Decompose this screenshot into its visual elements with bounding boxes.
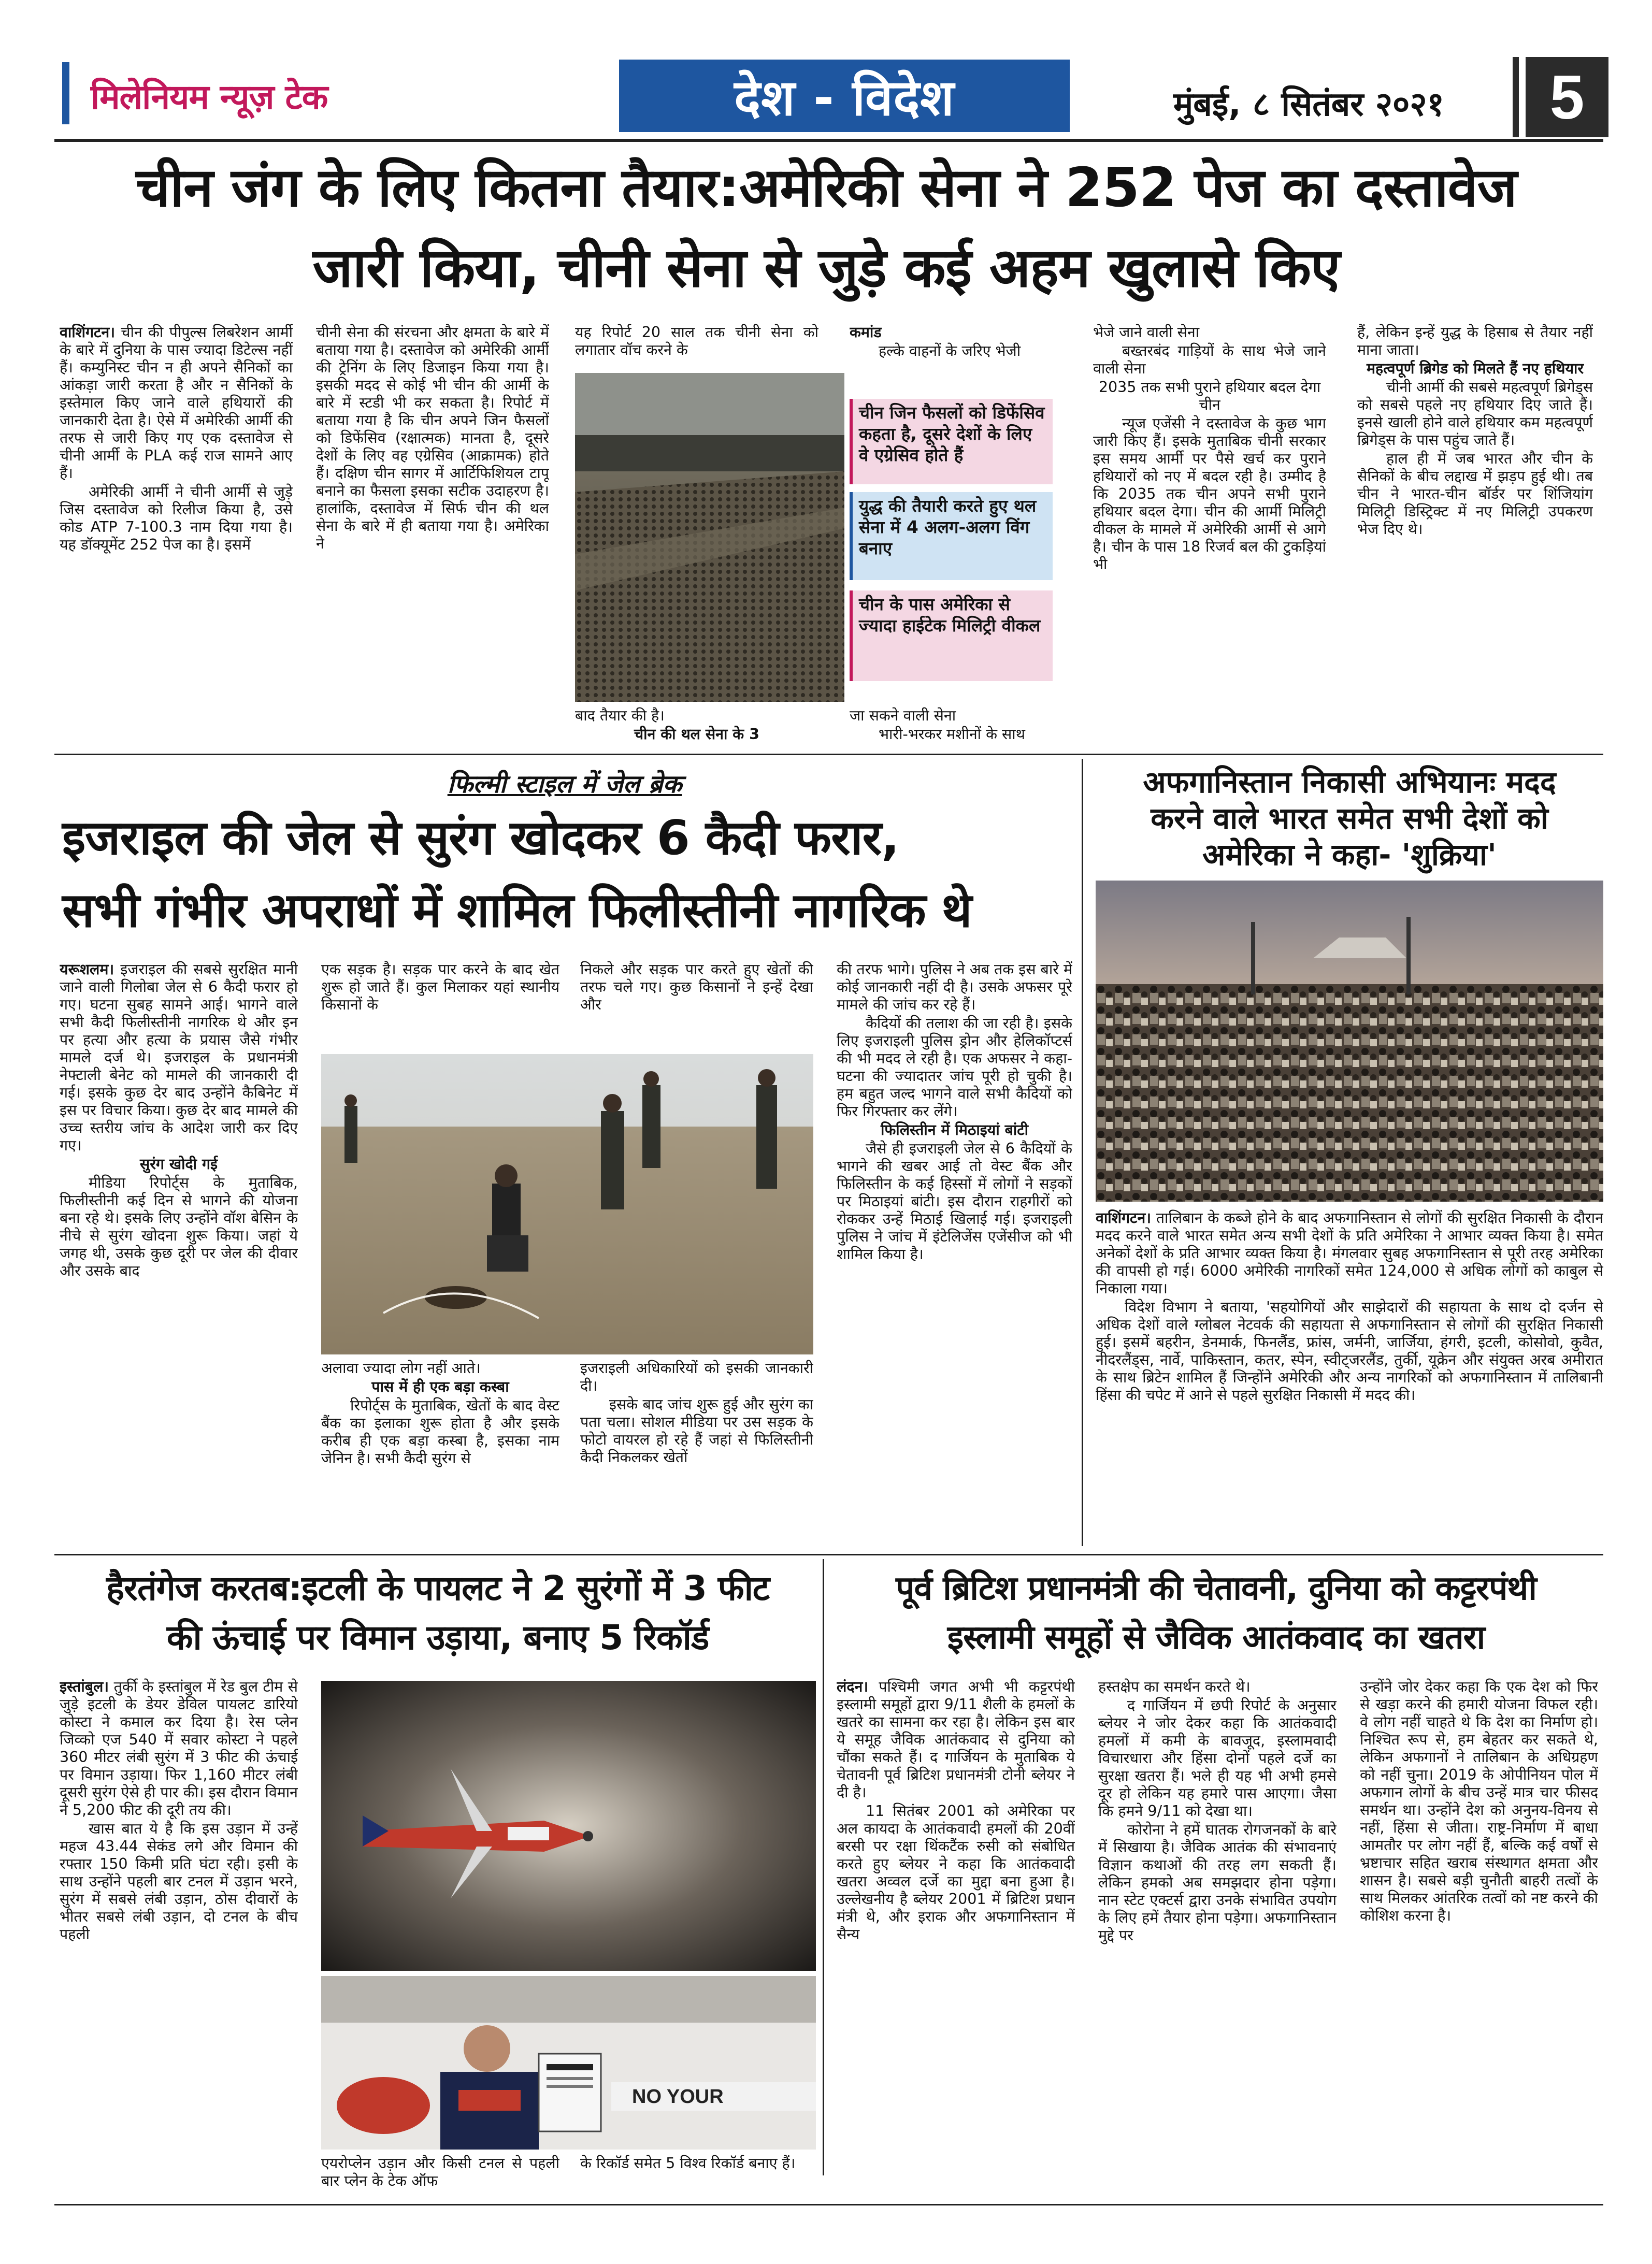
story1-text: न्यूज एजेंसी ने दस्तावेज के कुछ भाग जारी किए हैं। इसके मुताबिक चीनी सरकार इस समय आर्मी पर पैसे खर्च कर पुराने हथियारों को नए में बदल रही है। उम्मीद है कि 2035 तक चीन अपने सभी पुराने हथियार बदल देगा। चीन की आर्मी मिलिट्री वीकल के मामले में अमेरिकी आर्मी से आगे है। चीन के पास 18 रिजर्व बल की टुकड़ियां भी: [1093, 415, 1326, 573]
story1-text: चीनी आर्मी की सबसे महत्वपूर्ण ब्रिगेड्स को सबसे पहले नए हथियार दिए जाते हैं। इनसे खाली होने वाले हथियार कम महत्वपूर्ण ब्रिगेड्स के पास पहुंच जाते हैं।: [1357, 379, 1593, 449]
story2-text: रिपोर्ट्स के मुताबिक, खेतों के बाद वेस्ट बैंक का इलाका शुरू होता है और इसके करीब ही एक बड़ा कस्बा है, इसका नाम जेनिन है। सभी कैदी सुरंग से: [321, 1397, 559, 1467]
story5-text: द गार्जियन में छपी रिपोर्ट के अनुसार ब्लेयर ने जोर देकर कहा कि आतंकवादी हमलों में कमी के बावजूद, इस्लामवादी विचारधारा और हिंसा दोनों पहले दर्जे का सुरक्षा खतरा हैं। भले ही यह भी अभी हमसे दूर हो लेकिन यह हमारे पास आएगा। जैसा कि हमने 9/11 को देखा था।: [1098, 1697, 1337, 1820]
story2-text: जैसे ही इजराइली जेल से 6 कैदियों के भागने की खबर आई तो वेस्ट बैंक और फिलिस्तीन के कई हिस्सों में लोगों ने सड़कों पर मिठाइयां बांटी। इस दौरान राहगीरों को रोककर उन्हें मिठाई खिलाई गई। इजराइली पुलिस ने जांच में इंटेलिजेंस एजेंसीज को भी शामिल किया है।: [837, 1140, 1072, 1263]
pilot-photo: [321, 1976, 816, 2150]
story5-col-2: [1098, 1678, 1337, 2196]
story1-col-3-top: [575, 324, 818, 365]
story3-text: तालिबान के कब्जे होने के बाद अफगानिस्तान से लोगों की सुरक्षित निकासी के दौरान मदद करने वाले भारत समेत अन्य सभी देशों के प्रति अमेरिका ने आभार व्यक्त किया है। समेत अनेकों देशों के प्रति आभार व्यक्त किया है। मंगलवार सुबह अफगानिस्तान से पूरी तरह अमेरिका की वापसी हो गई। 6000 अमेरिकी नागरिकों समेत 124,000 से अधिक लोगों को काबुल से निकाला गया।: [1096, 1209, 1603, 1297]
story4-col-2: [321, 2155, 559, 2196]
page-number-box: [1526, 57, 1608, 137]
story2-headline-1: इजराइल की जेल से सुरंग खोदकर 6 कैदी फरार,: [62, 810, 899, 866]
story5-text: पश्चिमी जगत अभी भी कट्टरपंथी इस्लामी समूहों द्वारा 9/11 शैली के हमलों के खतरे का सामना कर रहा है। लेकिन इस बार ये समूह जैविक आतंकवाद से दुनिया को चौंका सकते हैं। द गार्जियन के मुताबिक ये चेतावनी पूर्व ब्रिटिश प्रधानमंत्री टोनी ब्लेयर ने दी है।: [837, 1678, 1075, 1801]
plane-in-tunnel-photo: [321, 1681, 816, 1971]
story4-col-3: [580, 2155, 816, 2196]
callout-box-3: चीन के पास अमेरिका से ज्यादा हाईटेक मिलिट्री वीकल: [850, 590, 1053, 681]
story5-text: कोरोना ने हमें घातक रोगजनकों के बारे में सिखाया है। जैविक आतंक की संभावनाएं विज्ञान कथाओं की तरह लग सकती हैं। लेकिन हमको अब समझदार होना पड़ेगा। नान स्टेट एक्टर्स द्वारा उनके संभावित उपयोग के लिए हमें तैयार होना पड़ेगा। अफगानिस्तान मुद्दे पर: [1098, 1821, 1337, 1944]
army-parade-photo: [575, 373, 844, 702]
story1-col-4-top: [850, 324, 1062, 391]
banner-text: NO YOUR: [632, 2086, 724, 2108]
page-number-bar: [1513, 57, 1519, 137]
story3-headline-1: अफगानिस्तान निकासी अभियानः मदद: [1143, 765, 1556, 800]
tunnel-hole-photo: [321, 1054, 813, 1354]
story4-col-1: [60, 1678, 298, 2170]
story2-side-rule: [1082, 759, 1083, 1546]
story2-bottom-rule: [54, 1554, 1603, 1555]
story1-col-3-bottom: [575, 707, 818, 748]
story1-text: बख्तरबंद गाड़ियों के साथ भेजे जाने वाली सेना: [1093, 342, 1326, 377]
story1-headline-1: चीन जंग के लिए कितना तैयार:अमेरिकी सेना ने 252 पेज का दस्तावेज: [136, 156, 1517, 219]
story5-text: 11 सितंबर 2001 को अमेरिका पर अल कायदा के आतंकवादी हमलों की 20वीं बरसी पर रक्षा थिंकटैंक रुसी को संबोधित करते हुए ब्लेयर ने कहा कि आतंकवादी खतरा अव्वल दर्जे का मुद्दा बना हुआ है। उल्लेखनीय है ब्लेयर 2001 में ब्रिटिश प्रधान मंत्री थे, और इराक और अफगानिस्तान में सैन्य: [837, 1802, 1075, 1943]
story4-text: के रिकॉर्ड समेत 5 विश्व रिकॉर्ड बनाए हैं।: [580, 2155, 796, 2172]
story1-text: चीनी सेना की संरचना और क्षमता के बारे में बताया गया है। दस्तावेज को अमेरिकी आर्मी की ट्रेनिंग के लिए डिजाइन किया गया है। इसकी मदद से कोई भी चीन की आर्मी के बारे में स्टडी भी कर सकता है। रिपोर्ट में बताया गया है कि चीन अपने जिन फैसलों को डिफेंसिव (रक्षात्मक) मानता है, दूसरे देशों के लिए वह एग्रेसिव (आक्रामक) होते हैं। दक्षिण चीन सागर में आर्टिफिशियल टापू बनाने का फैसला इसका सटीक उदाहरण है। हालांकि, दस्तावेज में सिर्फ चीन की थल सेना के बारे में ही बताया गया है। अमेरिका ने: [316, 324, 549, 552]
page-bottom-rule: [54, 2204, 1603, 2205]
crowd-illustration: [1096, 881, 1603, 1202]
story2-text: इजराइल की सबसे सुरक्षित मानी जाने वाली गिलोबा जेल से 6 कैदी फरार हो गए। घटना सुबह सामने आई। भागने वाले सभी कैदी फिलीस्तीनी नागरिक थे और इन पर हत्या और हत्या के प्रयास जैसे गंभीर मामले दर्ज थे। इजराइल के प्रधानमंत्री नेफ्टाली बेनेट को मामले की जानकारी दी गई। इसके कुछ देर बाद उन्होंने कैबिनेट में इस पर विचार किया। कुछ देर बाद मामले की उच्च स्तरीय जांच के आदेश जारी कर दिए गए।: [60, 961, 298, 1154]
story5-col-1: [837, 1678, 1075, 2196]
story1-text: अमेरिकी आर्मी ने चीनी आर्मी से जुड़े जिस दस्तावेज को रिलीज किया है, उसे कोड ATP 7-100.3 नाम दिया गया है। यह डॉक्यूमेंट 252 पेज का है। इसमें: [60, 483, 293, 553]
story1-col-4-bottom: [850, 707, 1062, 748]
callout-box-2: युद्ध की तैयारी करते हुए थल सेना में 4 अलग-अलग विंग बनाए: [850, 492, 1053, 580]
plane-tunnel-illustration: [321, 1681, 816, 1971]
story2-dateline: यरूशलम।: [60, 961, 114, 978]
story3-headline-3: अमेरिका ने कहा- 'शुक्रिया': [1202, 837, 1497, 872]
story3-body: [1096, 1209, 1603, 1541]
story1-text: हैं, लेकिन इन्हें युद्ध के हिसाब से तैयार नहीं माना जाता।: [1357, 324, 1593, 358]
story2-text: इसके बाद जांच शुरू हुई और सुरंग का पता चला। सोशल मीडिया पर उस सड़क के फोटो वायरल हो रहे हैं जहां से फिलिस्तीनी कैदी निकलकर खेतों: [580, 1396, 813, 1466]
story2-col-2-bottom: [321, 1360, 559, 1544]
story2-col-3-top: [580, 961, 813, 1049]
story2-col-3-bottom: [580, 1360, 813, 1544]
story1-bottom-rule: [54, 754, 1603, 755]
masthead: [54, 57, 1608, 137]
brand-left-bar: [62, 62, 69, 124]
story2-text: कैदियों की तलाश की जा रही है। इसके लिए इजराइली पुलिस ड्रोन और हेलिकॉप्टर्स की भी मदद ले रही है। एक अफसर ने कहा- घटना की ज्यादातर जांच पूरी हो चुकी है। हम बहुत जल्द भागने वाले सभी कैदियों को फिर गिरफ्तार कर लेंगे।: [837, 1015, 1072, 1120]
story2-subhead: पास में ही एक बड़ा कस्बा: [371, 1378, 509, 1395]
story4-text: एयरोप्लेन उड़ान और किसी टनल से पहली बार प्लेन के टेक ऑफ: [321, 2155, 559, 2189]
story1-subhead: चीन की थल सेना के 3: [634, 726, 759, 743]
story2-col-4: [837, 961, 1072, 1546]
army-parade-illustration: [575, 373, 844, 702]
story4-text: तुर्की के इस्तांबुल में रेड बुल टीम से जुड़े इटली के डेयर डेविल पायलट डारियो कोस्टा ने कमाल कर दिया है। रेस प्लेन जिव्को एज 540 में सवार कोस्टा ने पहले 360 मीटर लंबी सुरंग में 3 फीट की ऊंचाई पर विमान उड़ाया। फिर 1,160 मीटर लंबी दूसरी सुरंग ऐसे ही पार की। इस दौरान विमान ने 5,200 फीट की दूरी तय की।: [60, 1678, 298, 1819]
masthead-rule: [54, 139, 1603, 142]
callout-box-1: चीन जिन फैसलों को डिफेंसिव कहता है, दूसरे देशों के लिए वे एग्रेसिव होते हैं: [850, 399, 1053, 484]
story2-text: मीडिया रिपोर्ट्स के मुताबिक, फिलीस्तीनी कई दिन से भागने की योजना बना रहे थे। इसके लिए उन्होंने वॉश बेसिन के नीचे से सुरंग खोदना शुरू किया। जहां ये जगह थी, उसके कुछ दूरी पर जेल की दीवार और उसके बाद: [60, 1174, 298, 1279]
story4-headline-1: हैरतंगेज करतब:इटली के पायलट ने 2 सुरंगों में 3 फीट: [106, 1568, 770, 1608]
story3-headline: [1096, 764, 1603, 873]
story1-text: भारी-भरकर मशीनों के साथ: [879, 726, 1025, 743]
story5-text: उन्होंने जोर देकर कहा कि एक देश को फिर से खड़ा करने की हमारी योजना विफल रही। वे लोग नहीं चाहते थे कि देश का निर्माण हो। निश्चित रूप से, हम बेहतर कर सकते थे, लेकिन अफगानों ने तालिबान के अधिग्रहण को नहीं चुना। 2019 के ओपीनियन पोल में अफगान लोगों के बीच उन्हें मात्र चार फीसद समर्थन था। उन्होंने देश को अनुनय-विनय से नहीं, हिंसा से जीता। राष्ट्र-निर्माण में बाधा आमतौर पर लोग नहीं हैं, बल्कि कई वर्षों से भ्रष्टाचार सहित खराब संस्थागत क्षमता और शासन है। सबसे बड़ी चुनौती बाहरी तत्वों के साथ मिलकर आंतरिक तत्वों को नष्ट करने की कोशिश करना है।: [1360, 1678, 1598, 1924]
story2-subhead: फिलिस्तीन में मिठाइयां बांटी: [880, 1121, 1029, 1138]
story1-col-5: [1093, 324, 1326, 746]
dateline: मुंबई, ८ सितंबर २०२१: [1173, 85, 1444, 124]
story4-headline-2: की ऊंचाई पर विमान उड़ाया, बनाए 5 रिकॉर्ड: [166, 1618, 709, 1657]
story2-col-1: [60, 961, 298, 1546]
story2-text: अलावा ज्यादा लोग नहीं आते।: [321, 1360, 481, 1377]
story5-headline-2: इस्लामी समूहों से जैविक आतंकवाद का खतरा: [947, 1619, 1485, 1657]
section-title: देश - विदेश: [734, 68, 955, 127]
story1-text: जा सकने वाली सेना: [850, 707, 956, 724]
story5-headline-1: पूर्व ब्रिटिश प्रधानमंत्री की चेतावनी, दुनिया को कट्टरपंथी: [896, 1569, 1536, 1608]
story2-text: इजराइली अधिकारियों को इसकी जानकारी दी।: [580, 1360, 813, 1394]
story1-text: भेजे जाने वाली सेना: [1093, 324, 1200, 341]
story3-text: विदेश विभाग ने बताया, 'सहयोगियों और साझेदारों की सहायता के साथ दो दर्जन से अधिक देशों वाले ग्लोबल नेटवर्क की सहायता से अफगानिस्तान से लोगों की सुरक्षित निकासी हुई। इसमें बहरीन, डेनमार्क, फिनलैंड, फ्रांस, जर्मनी, जार्जिया, हंगरी, इटली, कोसोवो, कुवैत, नीदरलैंड्स, नार्वे, पाकिस्तान, कतर, स्पेन, स्वीट्जरलैंड, तुर्की, यूक्रेन और संयुक्त अरब अमीरात के साथ ब्रिटेन शामिल हैं जिन्होंने अमेरिकी और अन्य नागरिकों को अफगानिस्तान में तालिबानी हिंसा की चपेट में आने से पहले सुरक्षित निकासी में मदद की।: [1096, 1299, 1603, 1404]
story3-dateline: वाशिंगटन।: [1096, 1209, 1152, 1227]
story1-text: 2035 तक सभी पुराने हथियार बदल देगा चीन: [1098, 379, 1321, 413]
page-number: 5: [1549, 62, 1585, 132]
story2-text: निकले और सड़क पार करते हुए खेतों की तरफ चले गए। कुछ किसानों ने इन्हें देखा और: [580, 961, 813, 1013]
story2-text: एक सड़क है। सड़क पार करने के बाद खेत शुरू हो जाते हैं। कुल मिलाकर यहां स्थानीय किसानों के: [321, 961, 559, 1013]
story1-dateline: वाशिंगटन।: [60, 324, 116, 341]
story1-subhead: महत्वपूर्ण ब्रिगेड को मिलते हैं नए हथियार: [1366, 360, 1584, 377]
story5-text: हस्तक्षेप का समर्थन करते थे।: [1098, 1678, 1251, 1695]
story2-text: की तरफ भागे। पुलिस ने अब तक इस बारे में कोई जानकारी नहीं दी है। उसके अफसर पूरे मामले की जांच कर रहे हैं।: [837, 961, 1072, 1013]
pilot-illustration: [321, 1976, 816, 2150]
brand-name: मिलेनियम न्यूज़ टेक: [91, 77, 328, 117]
section-banner: [619, 60, 1070, 132]
story3-headline-2: करने वाले भारत समेत सभी देशों को: [1151, 801, 1548, 836]
story1-headline-2: जारी किया, चीनी सेना से जुड़े कई अहम खुलासे किए: [312, 236, 1340, 299]
story1-text: यह रिपोर्ट 20 साल तक चीनी सेना को लगातार वॉच करने के: [575, 324, 818, 358]
story2-headline-2: सभी गंभीर अपराधों में शामिल फिलीस्तीनी नागरिक थे: [62, 883, 972, 938]
story4-side-rule: [823, 1559, 824, 2175]
story1-col-6: [1357, 324, 1593, 746]
story2-col-2-top: [321, 961, 559, 1049]
story1-text: बाद तैयार की है।: [575, 707, 665, 724]
story5-dateline: लंदन।: [837, 1678, 869, 1695]
story1-col-1: [60, 324, 293, 728]
tunnel-hole-illustration: [321, 1054, 813, 1354]
story1-col-2: [316, 324, 549, 728]
story4-dateline: इस्तांबुल।: [60, 1678, 109, 1695]
story2-kicker: फिल्मी स्टाइल में जेल ब्रेक: [447, 770, 682, 799]
story1-subhead: कमांड: [850, 324, 882, 341]
story1-text: चीन की पीपुल्स लिबरेशन आर्मी के बारे में दुनिया के पास ज्यादा डिटेल्स नहीं हैं। कम्युनिस्ट चीन न ही अपने सैनिकों का आंकड़ा जारी करता है और न सैनिकों के इस्तेमाल किए जाने वाले हथियारों की जानकारी देता है। ऐसे में अमेरिकी आर्मी की तरफ से जारी किए गए एक दस्तावेज से चीनी आर्मी के PLA कई राज सामने आए हैं।: [60, 324, 293, 482]
story2-subhead: सुरंग खोदी गई: [139, 1156, 218, 1173]
story4-text: खास बात ये है कि इस उड़ान में उन्हें महज 43.44 सेकंड लगे और विमान की रफ्तार 150 किमी प्रति घंटा रही। इसी के साथ उन्होंने पहली बार टनल में उड़ान भरने, सुरंग में सबसे लंबी उड़ान, ठोस दीवारों के भीतर सबसे लंबी उड़ान, दो टनल के बीच पहली: [60, 1820, 298, 1943]
crowd-photo: [1096, 881, 1603, 1202]
story1-text: हाल ही में जब भारत और चीन के सैनिकों के बीच लद्दाख में झड़प हुई थी। तब चीन ने भारत-चीन बॉर्डर पर शिंजियांग मिलिट्री डिस्ट्रिक्ट में नए मिलिट्री उपकरण भेज दिए थे।: [1357, 450, 1593, 538]
story1-text: हल्के वाहनों के जरिए भेजी: [879, 342, 1021, 359]
story5-col-3: [1360, 1678, 1598, 2196]
